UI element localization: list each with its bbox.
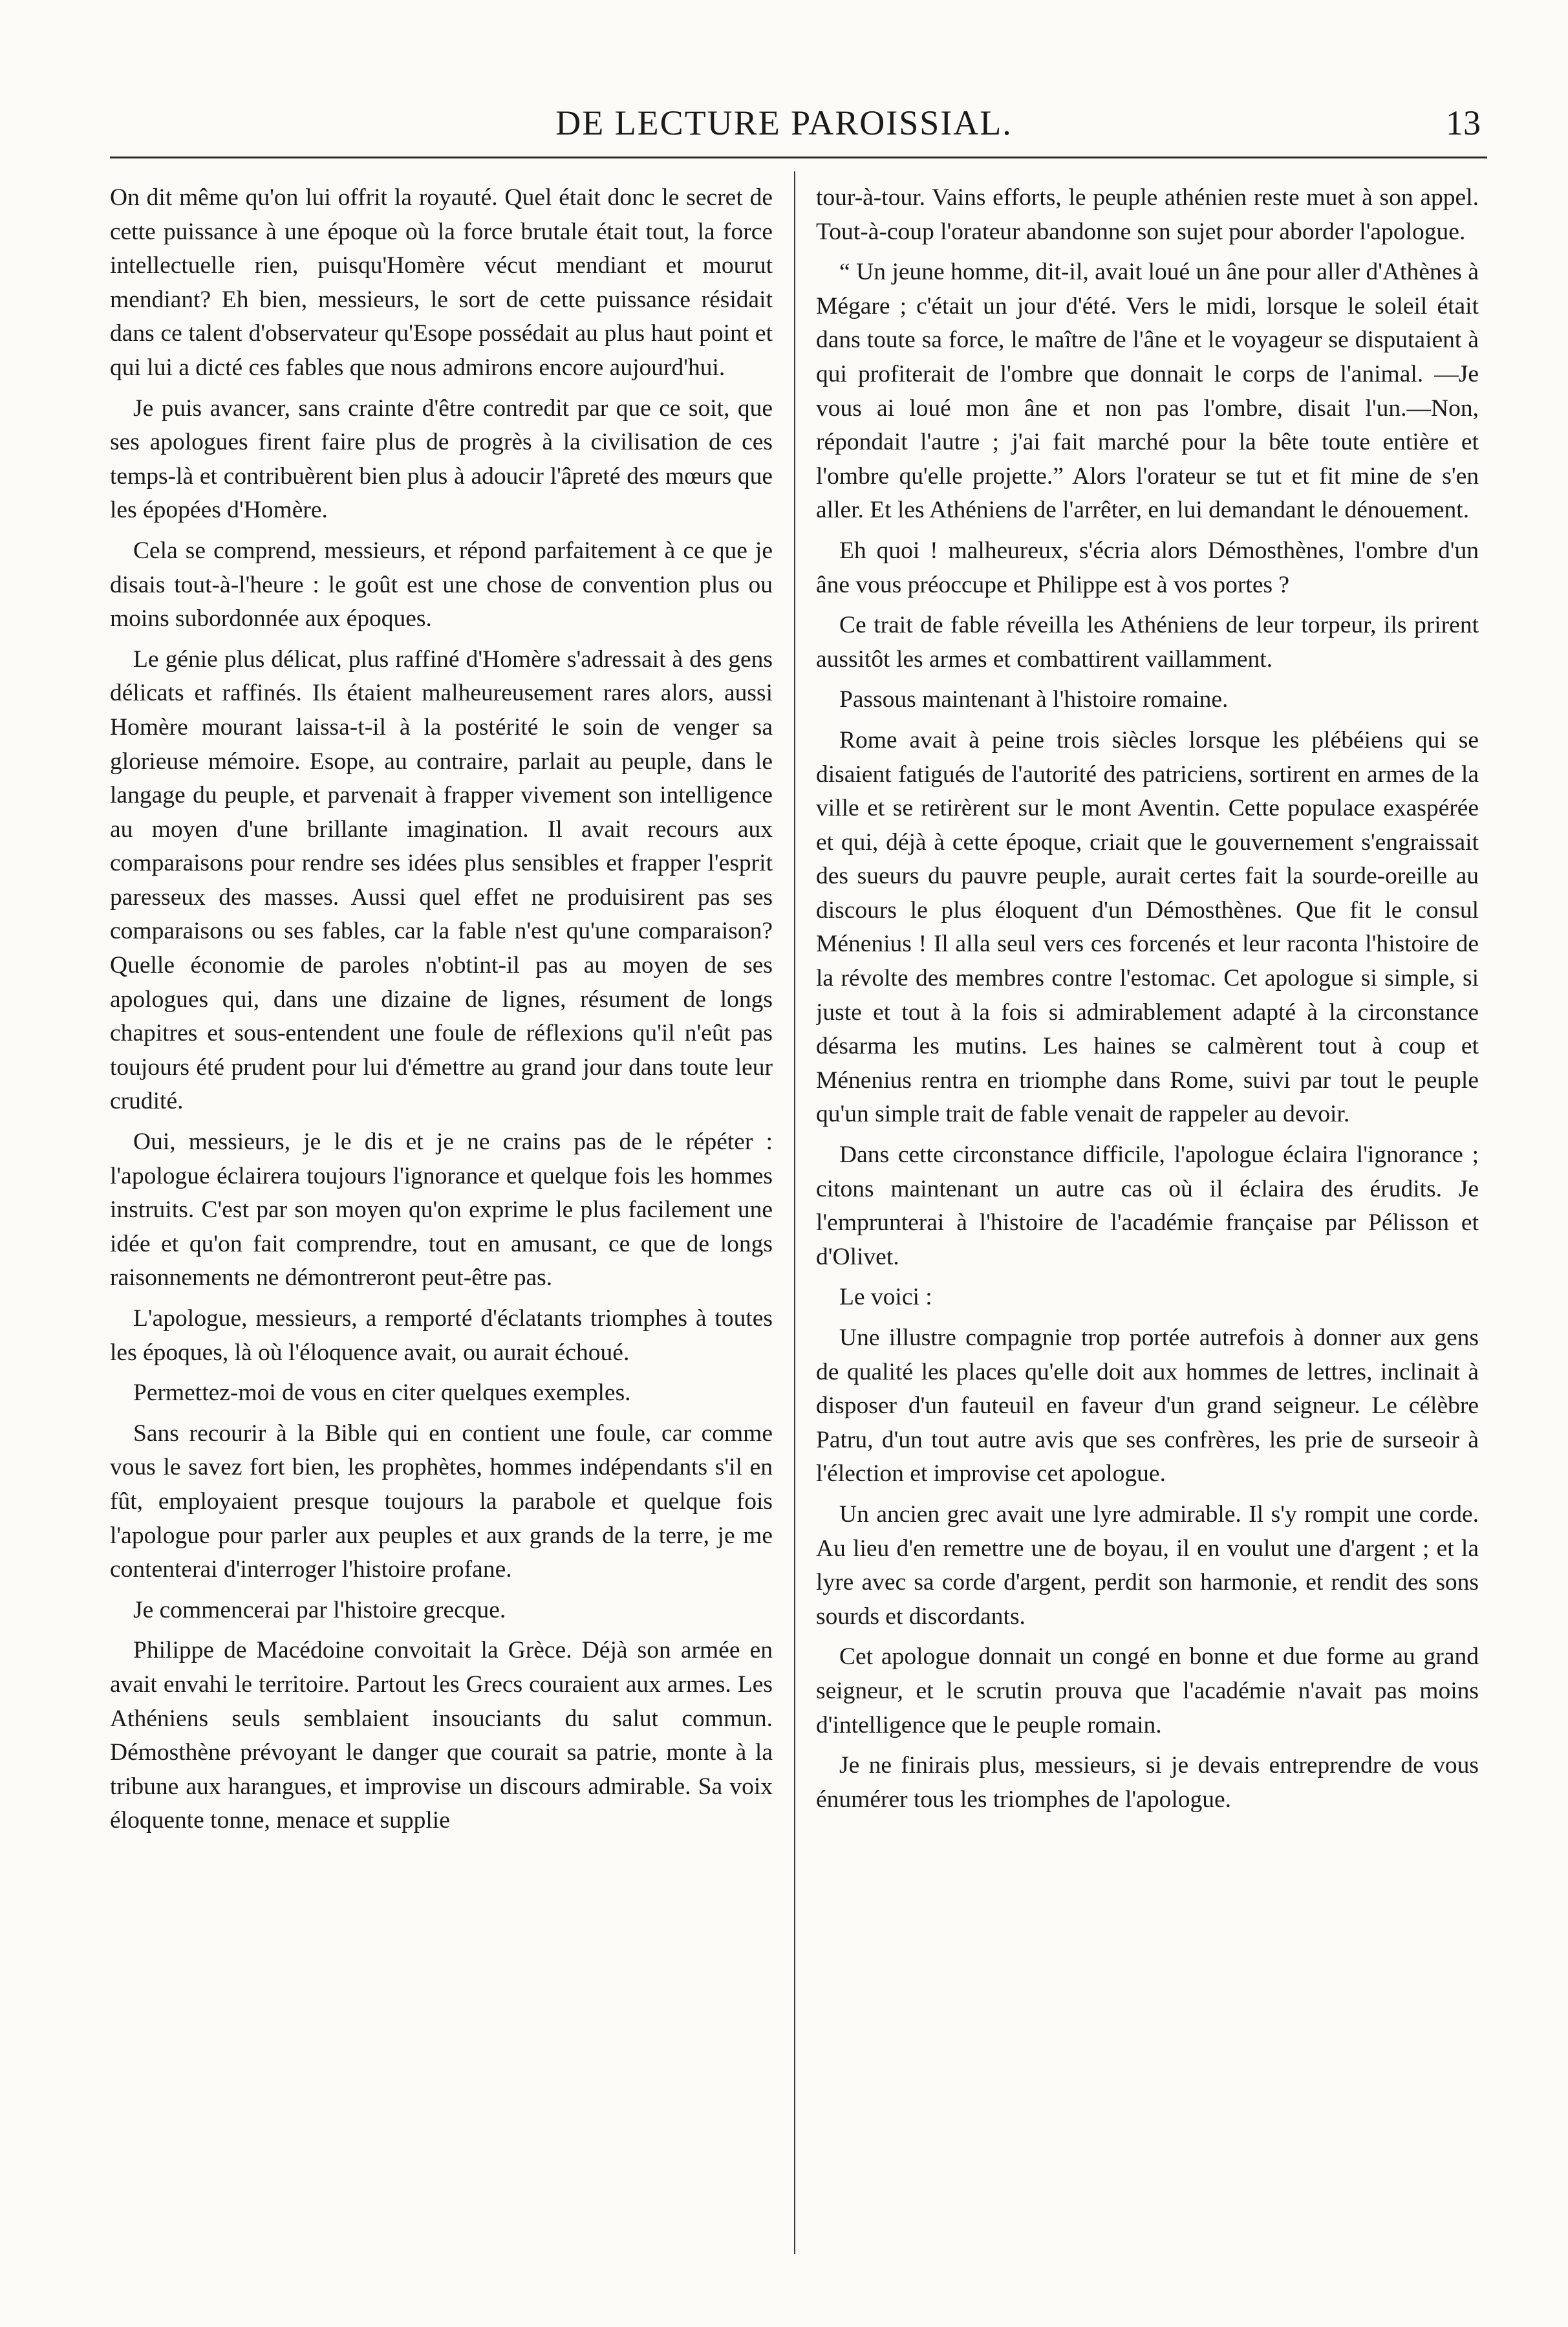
paragraph: Je commencerai par l'histoire grecque. [133,1596,506,1623]
paragraph: Philippe de Macédoine convoitait la Grèce. Déjà son armée en avait envahi le territoire. Partout les Grecs couraient aux armes. Les Athéniens seuls semblaient insouciants du salut commun. Démosthène prévoyant le danger que courait sa patrie, monte à la tribune aux harangues, et improvise un discours admirable. Sa voix éloquente tonne, menace et supplie [110,1637,773,1834]
left-column [110,181,773,2238]
paragraph: tour-à-tour. Vains efforts, le peuple athénien reste muet à son appel. Tout-à-coup l'orateur abandonne son sujet pour aborder l'apologue. [816,184,1479,245]
running-title: DE LECTURE PAROISSIAL. [555,103,1013,142]
paragraph: On dit même qu'on lui offrit la royauté. Quel était donc le secret de cette puissance à une époque où la force brutale était tout, la force intellectuelle rien, puisqu'Homère vécut mendiant et mourut mendiant? Eh bien, messieurs, le sort de cette puissance résidait dans ce talent d'observateur qu'Esope possédait au plus haut point et qui lui a dicté ces fables que nous admirons encore aujourd'hui. [110,184,773,381]
paragraph: Rome avait à peine trois siècles lorsque les plébéiens qui se disaient fatigués de l'autorité des patriciens, sortirent en armes de la ville et se retirèrent sur le mont Aventin. Cette populace exaspérée et qui, déjà à cette époque, criait que le gouvernement s'engraissait des sueurs du pauvre peuple, aurait certes fait la sourde-oreille au discours le plus éloquent d'un Démosthènes. Que fit le consul Ménenius ! Il alla seul vers ces forcenés et leur raconta l'histoire de la révolte des membres contre l'estomac. Cet apologue si simple, si juste et tout à la fois si admirablement adapté à la circonstance désarma les mutins. Les haines se calmèrent tout à coup et Ménenius rentra en triomphe dans Rome, suivi par tout le peuple qu'un simple trait de fable venait de rappeler au devoir. [816,726,1479,1128]
paragraph: Dans cette circonstance difficile, l'apologue éclaira l'ignorance ; citons maintenant un autre cas où il éclaira des érudits. Je l'emprunterai à l'histoire de l'académie française par Pélisson et d'Olivet. [816,1142,1479,1270]
paragraph: Une illustre compagnie trop portée autrefois à donner aux gens de qualité les places qu'elle doit aux hommes de lettres, inclinait à disposer d'un fauteuil en faveur d'un grand seigneur. Le célèbre Patru, d'un tout autre avis que ses confrères, les prie de surseoir à l'élection et improvise cet apologue. [816,1325,1479,1488]
paragraph: L'apologue, messieurs, a remporté d'éclatants triomphes à toutes les époques, là où l'éloquence avait, ou aurait échoué. [110,1305,773,1366]
paragraph: Permettez-moi de vous en citer quelques exemples. [133,1380,631,1407]
paragraph: Passous maintenant à l'histoire romaine. [839,686,1229,713]
paragraph: Ce trait de fable réveilla les Athéniens de leur torpeur, ils prirent aussitôt les armes et combattirent vaillamment. [816,612,1479,673]
right-column [816,181,1479,2238]
paragraph: Un ancien grec avait une lyre admirable. Il s'y rompit une corde. Au lieu d'en remettre une de boyau, il en voulut une d'argent ; et la lyre avec sa corde d'argent, perdit son harmonie, et rendit des sons sourds et discordants. [816,1500,1479,1630]
paragraph: Je ne finirais plus, messieurs, si je devais entreprendre de vous énumérer tous les triomphes de l'apologue. [816,1752,1479,1813]
paragraph: Le voici : [839,1284,932,1311]
page-number: 13 [1446,103,1481,142]
header-rule [110,157,1487,158]
paragraph: Oui, messieurs, je le dis et je ne crains pas de le répéter : l'apologue éclairera toujours l'ignorance et quelque fois les hommes instruits. C'est par son moyen qu'on exprime le plus facilement une idée et qu'on fait comprendre, tout en amusant, ce que de longs raisonnements ne démontreront peut-être pas. [110,1129,773,1292]
page-header [0,97,1568,149]
paragraph: Sans recourir à la Bible qui en contient une foule, car comme vous le savez fort bien, les prophètes, hommes indépendants s'il en fût, employaient presque toujours la parabole et quelque fois l'apologue pour parler aux peuples et aux grands de la terre, je me contenterai d'interroger l'histoire profane. [110,1420,773,1583]
column-divider [794,171,795,2254]
paragraph: “ Un jeune homme, dit-il, avait loué un âne pour aller d'Athènes à Mégare ; c'était un jour d'été. Vers le midi, lorsque le soleil était dans toute sa force, le maître de l'âne et le voyageur se disputaient à qui profiterait de l'ombre que donnait le corps de l'animal. —Je vous ai loué mon âne et non pas l'ombre, disait l'un.—Non, répondait l'autre ; j'ai fait marché pour la bête toute entière et l'ombre qu'elle projette.” Alors l'orateur se tut et fit mine de s'en aller. Et les Athéniens de l'arrêter, en lui demandant le dénouement. [816,259,1479,524]
paragraph: Cet apologue donnait un congé en bonne et due forme au grand seigneur, et le scrutin prouva que l'académie n'avait pas moins d'intelligence que le peuple romain. [816,1643,1479,1738]
paragraph: Cela se comprend, messieurs, et répond parfaitement à ce que je disais tout-à-l'heure : le goût est une chose de convention plus ou moins subordonnée aux époques. [110,537,773,633]
paragraph: Le génie plus délicat, plus raffiné d'Homère s'adressait à des gens délicats et raffinés. Ils étaient malheureusement rares alors, aussi Homère mourant laissa-t-il à la postérité le soin de venger sa glorieuse mémoire. Esope, au contraire, parlait au peuple, dans le langage du peuple, et parvenait à frapper vivement son intelligence au moyen d'une brillante imagination. Il avait recours aux comparaisons pour rendre ses idées plus sensibles et frapper l'esprit paresseux des masses. Aussi quel effet ne produisirent pas ses comparaisons ou ses fables, car la fable n'est qu'une comparaison? Quelle économie de paroles n'obtint-il pas au moyen de ses apologues qui, dans une dizaine de lignes, résument de longs chapitres et sous-entendent une foule de réflexions qu'il n'eût pas toujours été prudent pour lui d'émettre au grand jour dans toute leur crudité. [110,645,773,1115]
paragraph: Eh quoi ! malheureux, s'écria alors Démosthènes, l'ombre d'un âne vous préoccupe et Philippe est à vos portes ? [816,537,1479,598]
paragraph: Je puis avancer, sans crainte d'être contredit par que ce soit, que ses apologues firent faire plus de progrès à la civilisation de ces temps-là et contribuèrent bien plus à adoucir l'âpreté des mœurs que les épopées d'Homère. [110,395,773,524]
